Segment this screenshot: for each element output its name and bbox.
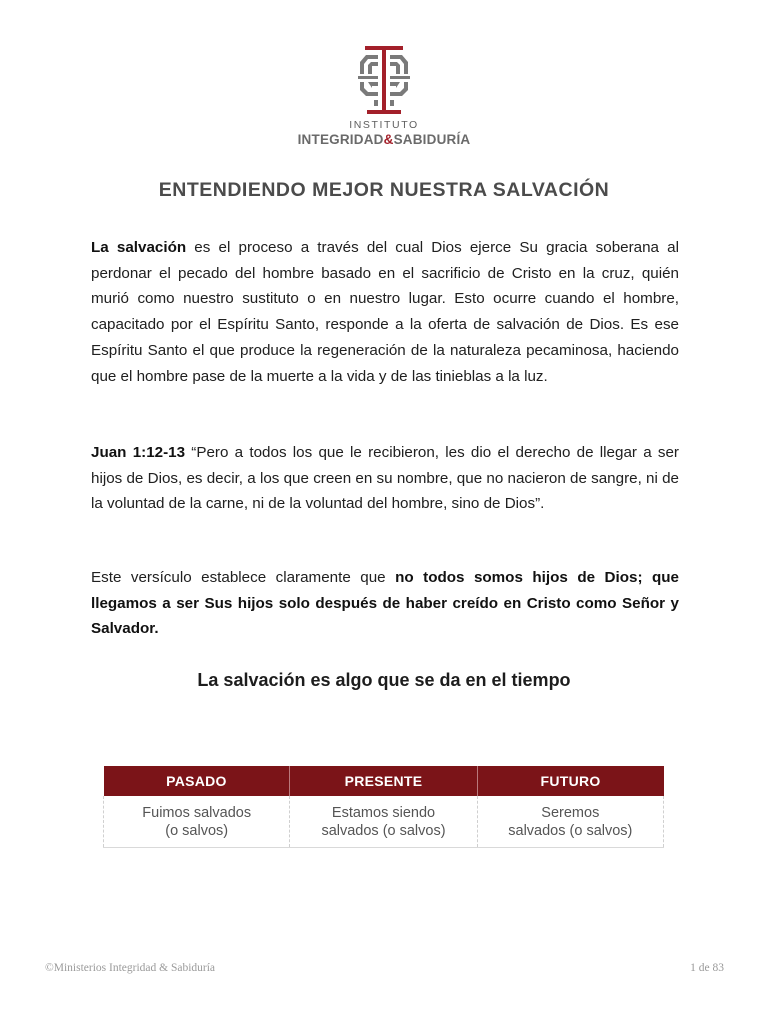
table-header-row bbox=[104, 766, 664, 796]
definition-paragraph bbox=[91, 235, 679, 389]
cell-present-line2: salvados (o salvos) bbox=[321, 823, 446, 839]
page-title: ENTENDIENDO MEJOR NUESTRA SALVACIÓN bbox=[158, 179, 610, 201]
cell-present bbox=[290, 796, 477, 848]
conclusion-paragraph bbox=[91, 565, 679, 642]
definition-text: es el proceso a través del cual Dios ejerce Su gracia soberana al perdonar el pecado del hombre basado en el sacrificio de Cristo en la cruz, quién murió como nuestro sustituto o en nuestro lugar. Esto ocurre cuando el hombre, capacitado por el Espíritu Santo, responde a la oferta de salvación de Dios. Es ese Espíritu Santo el que produce la regeneración de la naturaleza pecaminosa, haciendo que el hombre pase de la muerte a la vida y de las tinieblas a la luz. bbox=[91, 239, 679, 385]
column-header-future: FUTURO bbox=[477, 766, 663, 796]
salvation-timeline-table bbox=[103, 766, 664, 848]
conclusion-emphasis: no todos somos hijos de Dios; que llegamos a ser Sus hijos solo después de haber creído en Cristo como Señor y Salvador. bbox=[91, 569, 679, 638]
cell-past-line1: Fuimos salvados bbox=[142, 805, 252, 821]
section-subtitle: La salvación es algo que se da en el tiempo bbox=[197, 670, 571, 690]
conclusion-text: Este versículo establece claramente que bbox=[91, 569, 396, 586]
footer-copyright: ©Ministerios Integridad & Sabiduría bbox=[45, 962, 216, 974]
cell-past bbox=[104, 796, 290, 848]
institute-logo bbox=[296, 44, 472, 147]
logo-ampersand: & bbox=[383, 132, 394, 147]
column-header-present: PRESENTE bbox=[290, 766, 477, 796]
cell-past-line2: (o salvos) bbox=[165, 823, 229, 839]
cross-emblem-icon bbox=[354, 44, 414, 116]
column-header-past: PASADO bbox=[104, 766, 290, 796]
definition-term: La salvación bbox=[91, 239, 187, 256]
cell-future-line2: salvados (o salvos) bbox=[508, 823, 633, 839]
scripture-text: “Pero a todos los que le recibieron, les dio el derecho de llegar a ser hijos de Dios, es decir, a los que creen en su nombre, que no nacieron de sangre, ni de la voluntad de la carne, ni de la voluntad del hombre, sino de Dios”. bbox=[91, 444, 679, 513]
cell-present-line1: Estamos siendo bbox=[331, 805, 436, 821]
cell-future bbox=[477, 796, 663, 848]
logo-name-part2: SABIDURÍA bbox=[393, 132, 471, 147]
logo-name-part1: INTEGRIDAD bbox=[297, 132, 384, 147]
logo-name bbox=[296, 132, 472, 147]
footer-page-number: 1 de 83 bbox=[690, 962, 724, 974]
logo-institute-label: INSTITUTO bbox=[349, 119, 419, 131]
cell-future-line1: Seremos bbox=[541, 805, 600, 821]
table-row bbox=[104, 796, 664, 848]
scripture-reference: Juan 1:12-13 bbox=[91, 444, 186, 461]
scripture-paragraph bbox=[91, 440, 679, 517]
